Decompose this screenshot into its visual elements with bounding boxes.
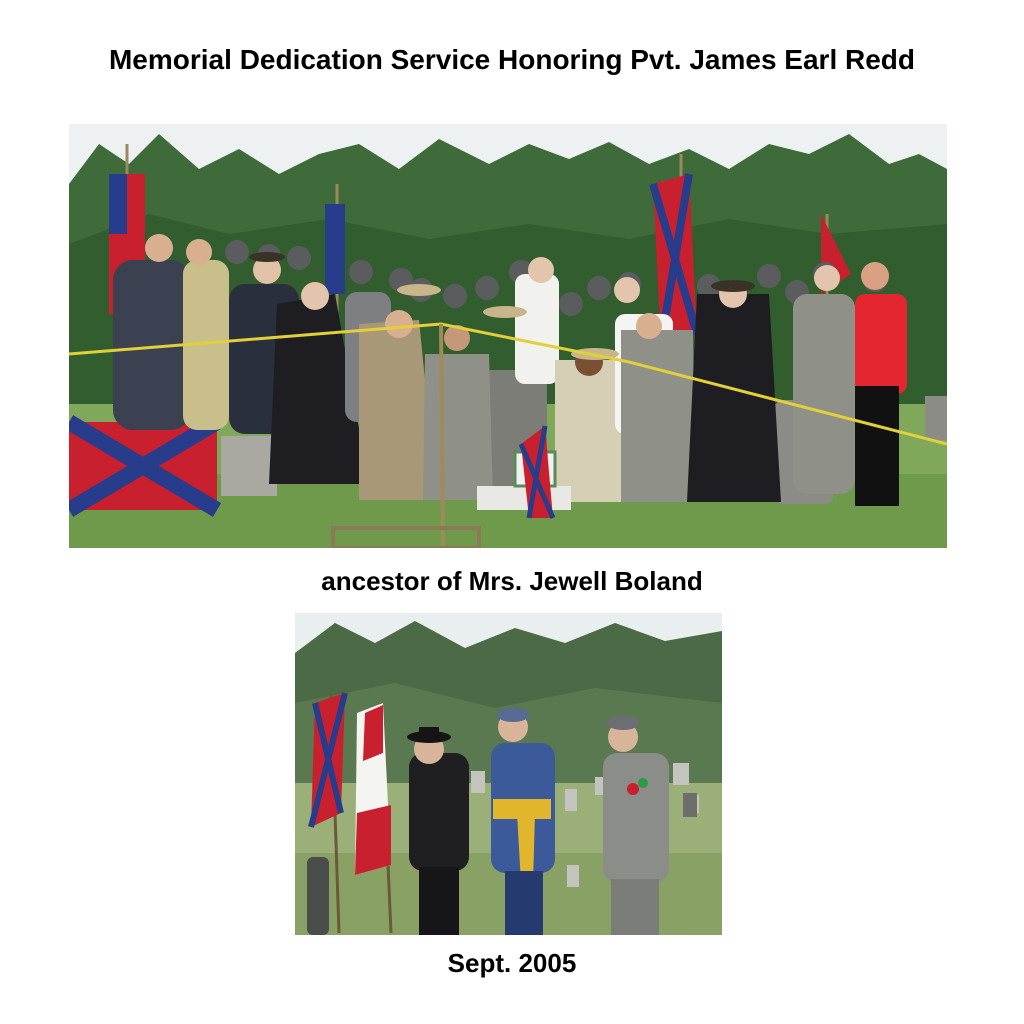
photo-caption: ancestor of Mrs. Jewell Boland bbox=[321, 566, 703, 596]
date-caption: Sept. 2005 bbox=[447, 948, 577, 978]
reenactors-photo bbox=[295, 613, 722, 935]
group-photo bbox=[69, 124, 947, 548]
page-title: Memorial Dedication Service Honoring Pvt. James Earl Redd bbox=[108, 44, 916, 75]
